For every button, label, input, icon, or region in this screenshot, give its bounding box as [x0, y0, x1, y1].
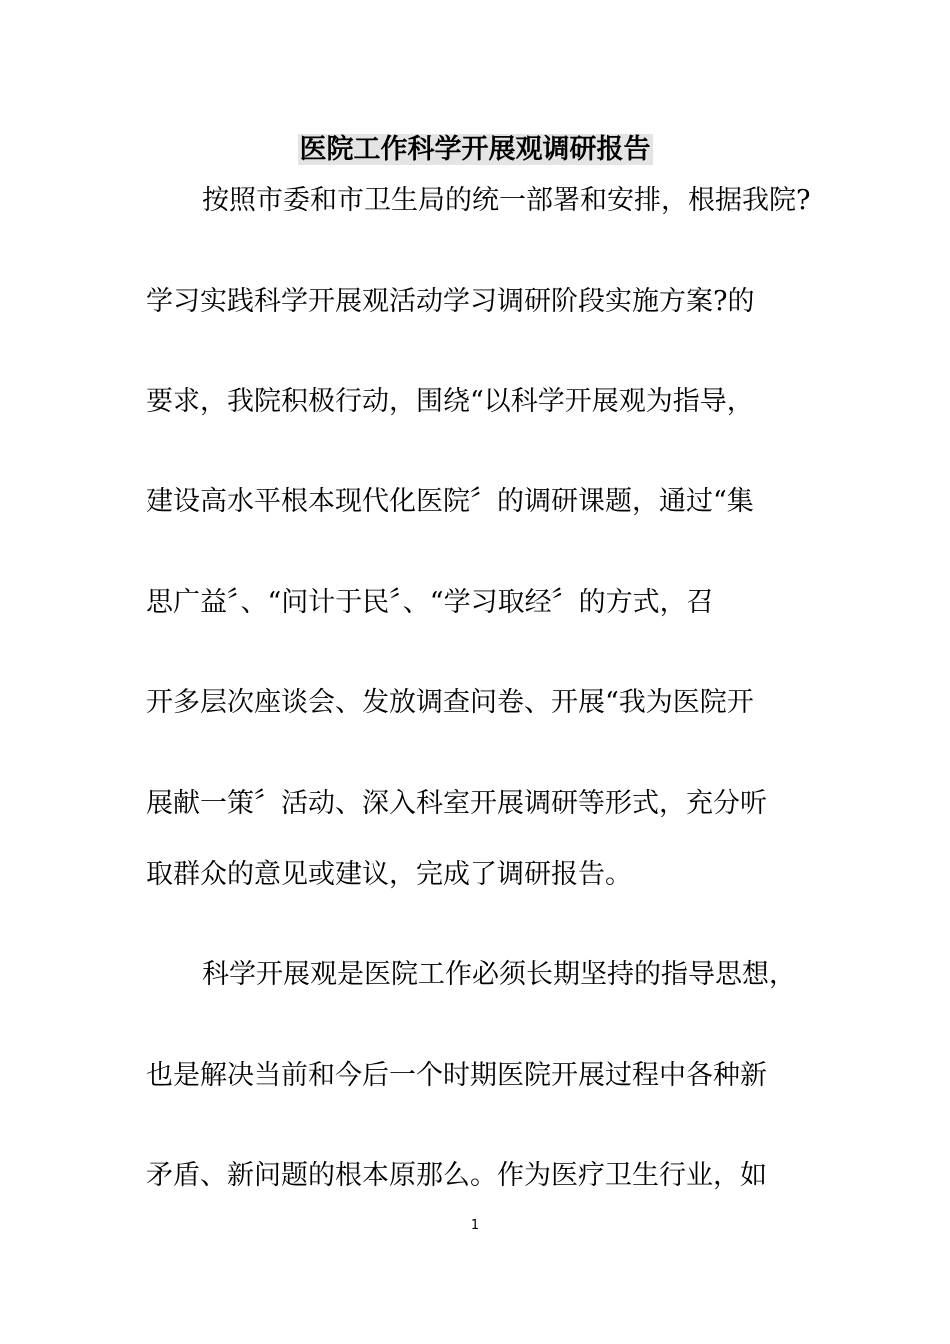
text-line-6: 开多层次座谈会、发放调查问卷、开展“我为医院开: [146, 687, 754, 718]
text-line-1: 按照市委和市卫生局的统一部署和安排，根据我院?: [202, 185, 811, 216]
text-line-2: 学习实践科学开展观活动学习调研阶段实施方案?的: [146, 286, 755, 317]
document-title-text: 医院工作科学开展观调研报告: [299, 134, 651, 165]
text-line-5: 思广益〞、“问计于民〞、“学习取经〞的方式，召: [146, 587, 714, 618]
text-line-11: 矛盾、新问题的根本原那么。作为医疗卫生行业，如: [146, 1160, 767, 1191]
text-line-4: 建设高水平根本现代化医院〞的调研课题，通过“集: [146, 486, 754, 517]
text-line-8: 取群众的意见或建议，完成了调研报告。: [146, 859, 632, 890]
text-line-9: 科学开展观是医院工作必须长期坚持的指导思想，: [202, 959, 796, 990]
text-line-7: 展献一策〞活动、深入科室开展调研等形式，充分听: [146, 788, 767, 819]
text-line-10: 也是解决当前和今后一个时期医院开展过程中各种新: [146, 1060, 767, 1091]
text-line-3: 要求，我院积极行动，围绕“以科学开展观为指导，: [146, 386, 754, 417]
page-number: 1: [470, 1218, 480, 1233]
document-title: [0, 128, 950, 172]
